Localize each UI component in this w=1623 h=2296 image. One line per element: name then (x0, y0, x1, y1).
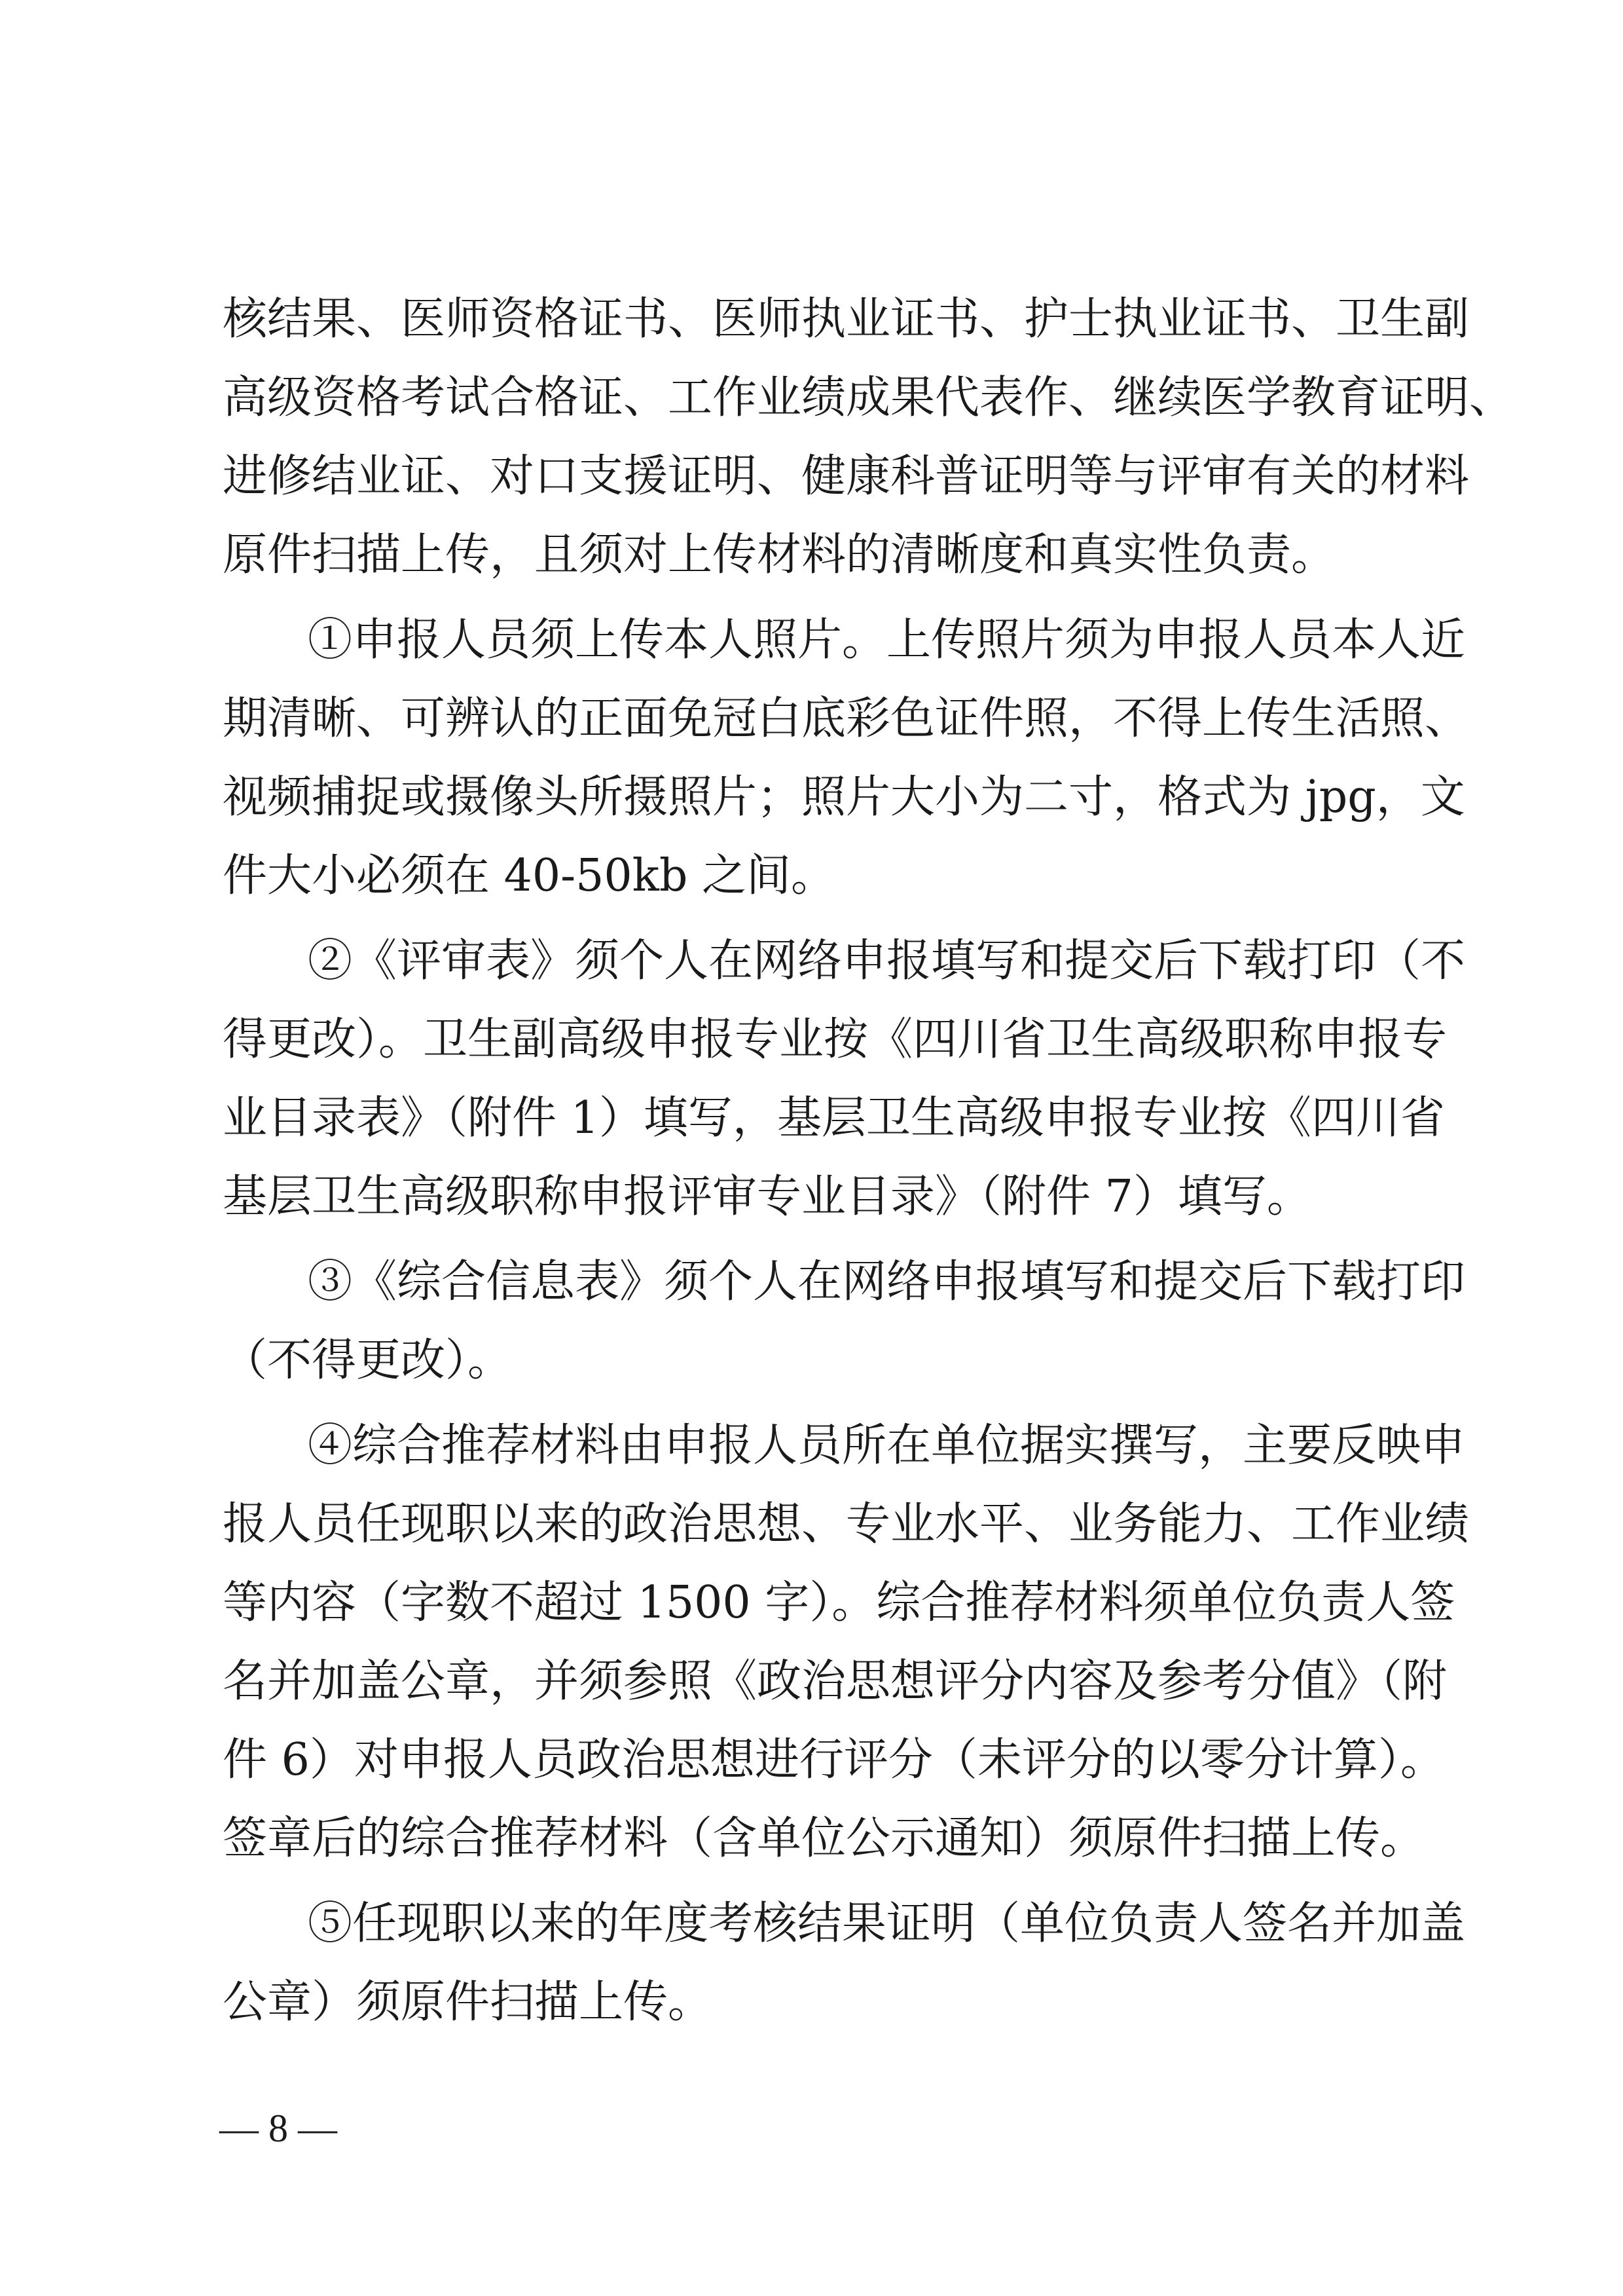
text-line-4: 原件扫描上传，且须对上传材料的清晰度和真实性负责。 (223, 529, 1336, 581)
text-line-13: ③《综合信息表》须个人在网络申报填写和提交后下载打印 (308, 1256, 1466, 1308)
text-line-19: 件 6）对申报人员政治思想进行评分（未评分的以零分计算）。 (223, 1734, 1445, 1786)
text-line-2: 高级资格考试合格证、工作业绩成果代表作、继续医学教育证明、 (223, 372, 1514, 424)
text-line-16: 报人员任现职以来的政治思想、专业水平、业务能力、工作业绩 (223, 1498, 1470, 1550)
text-line-6: 期清晰、可辨认的正面免冠白底彩色证件照，不得上传生活照、 (223, 693, 1470, 745)
text-line-17: 等内容（字数不超过 1500 字）。综合推荐材料须单位负责人签 (223, 1577, 1455, 1629)
text-line-1: 核结果、医师资格证书、医师执业证书、护士执业证书、卫生副 (223, 293, 1470, 345)
text-line-9: ②《评审表》须个人在网络申报填写和提交后下载打印（不 (308, 935, 1466, 987)
text-line-20: 签章后的综合推荐材料（含单位公示通知）须原件扫描上传。 (223, 1813, 1425, 1864)
text-line-22: 公章）须原件扫描上传。 (223, 1976, 713, 2028)
text-line-3: 进修结业证、对口支援证明、健康科普证明等与评审有关的材料 (223, 451, 1470, 502)
text-line-14: （不得更改）。 (223, 1335, 513, 1386)
text-line-12: 基层卫生高级职称申报评审专业目录》（附件 7）填写。 (223, 1171, 1311, 1223)
page-number: — 8 — (219, 2107, 337, 2150)
text-line-18: 名并加盖公章，并须参照《政治思想评分内容及参考分值》（附 (223, 1656, 1448, 1707)
text-line-15: ④综合推荐材料由申报人员所在单位据实撰写，主要反映申 (308, 1420, 1466, 1472)
text-line-10: 得更改）。卫生副高级申报专业按《四川省卫生高级职称申报专 (223, 1014, 1448, 1065)
text-line-7: 视频捕捉或摄像头所摄照片；照片大小为二寸，格式为 jpg，文 (223, 771, 1465, 823)
text-line-8: 件大小必须在 40-50kb 之间。 (223, 850, 835, 902)
text-line-11: 业目录表》（附件 1）填写，基层卫生高级申报专业按《四川省 (223, 1092, 1445, 1144)
text-line-21: ⑤任现职以来的年度考核结果证明（单位负责人签名并加盖 (308, 1898, 1466, 1950)
text-line-5: ①申报人员须上传本人照片。上传照片须为申报人员本人近 (308, 614, 1466, 666)
